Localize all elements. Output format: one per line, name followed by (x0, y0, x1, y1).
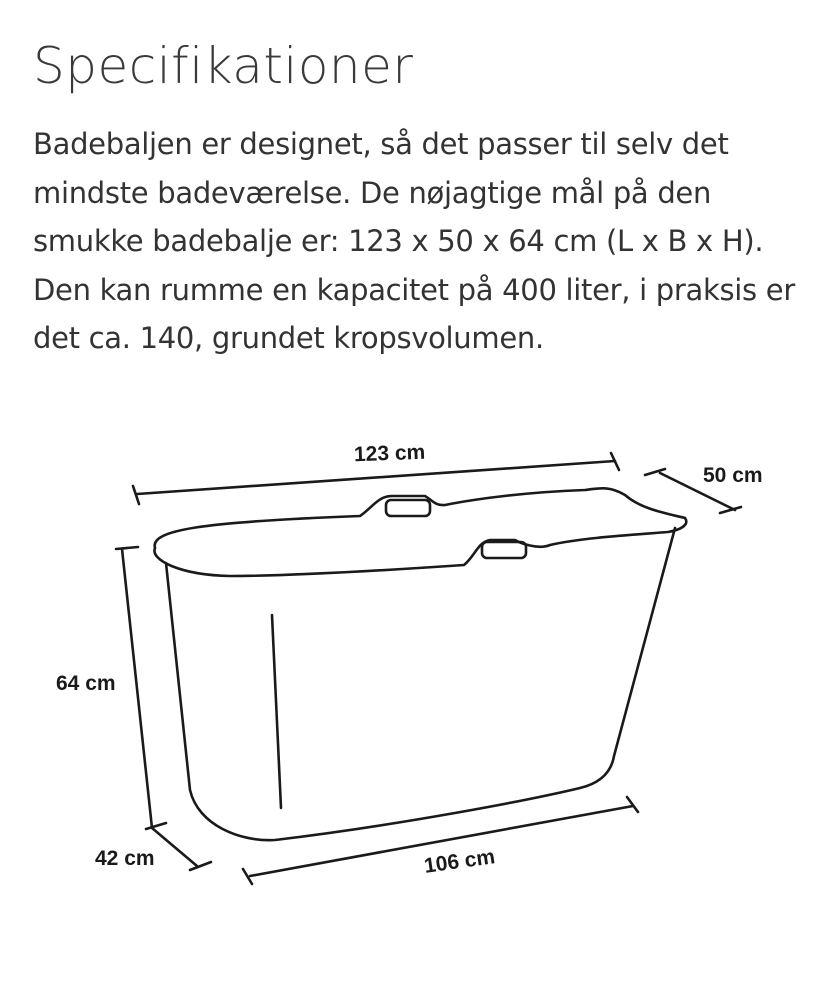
dimension-label-length: 123 cm (353, 440, 426, 467)
bathtub-outline-icon (0, 420, 828, 900)
page-title: Specifikationer (33, 37, 414, 95)
bathtub-dimension-diagram (0, 420, 828, 900)
dimension-label-height: 64 cm (56, 672, 116, 695)
dimension-label-bottom-length: 106 cm (422, 845, 497, 878)
dimension-label-bottom-depth: 42 cm (95, 847, 155, 870)
description-paragraph: Badebaljen er designet, så det passer til selv det mindste badeværelse. De nøjagtige mål på den smukke badebalje er: 123 x 50 x 64 cm (L x B x H). Den kan rumme en kapacitet på 400 liter, i praksis er det ca. 140, grundet kropsvolumen. (33, 127, 795, 355)
dimension-label-width: 50 cm (703, 464, 763, 487)
